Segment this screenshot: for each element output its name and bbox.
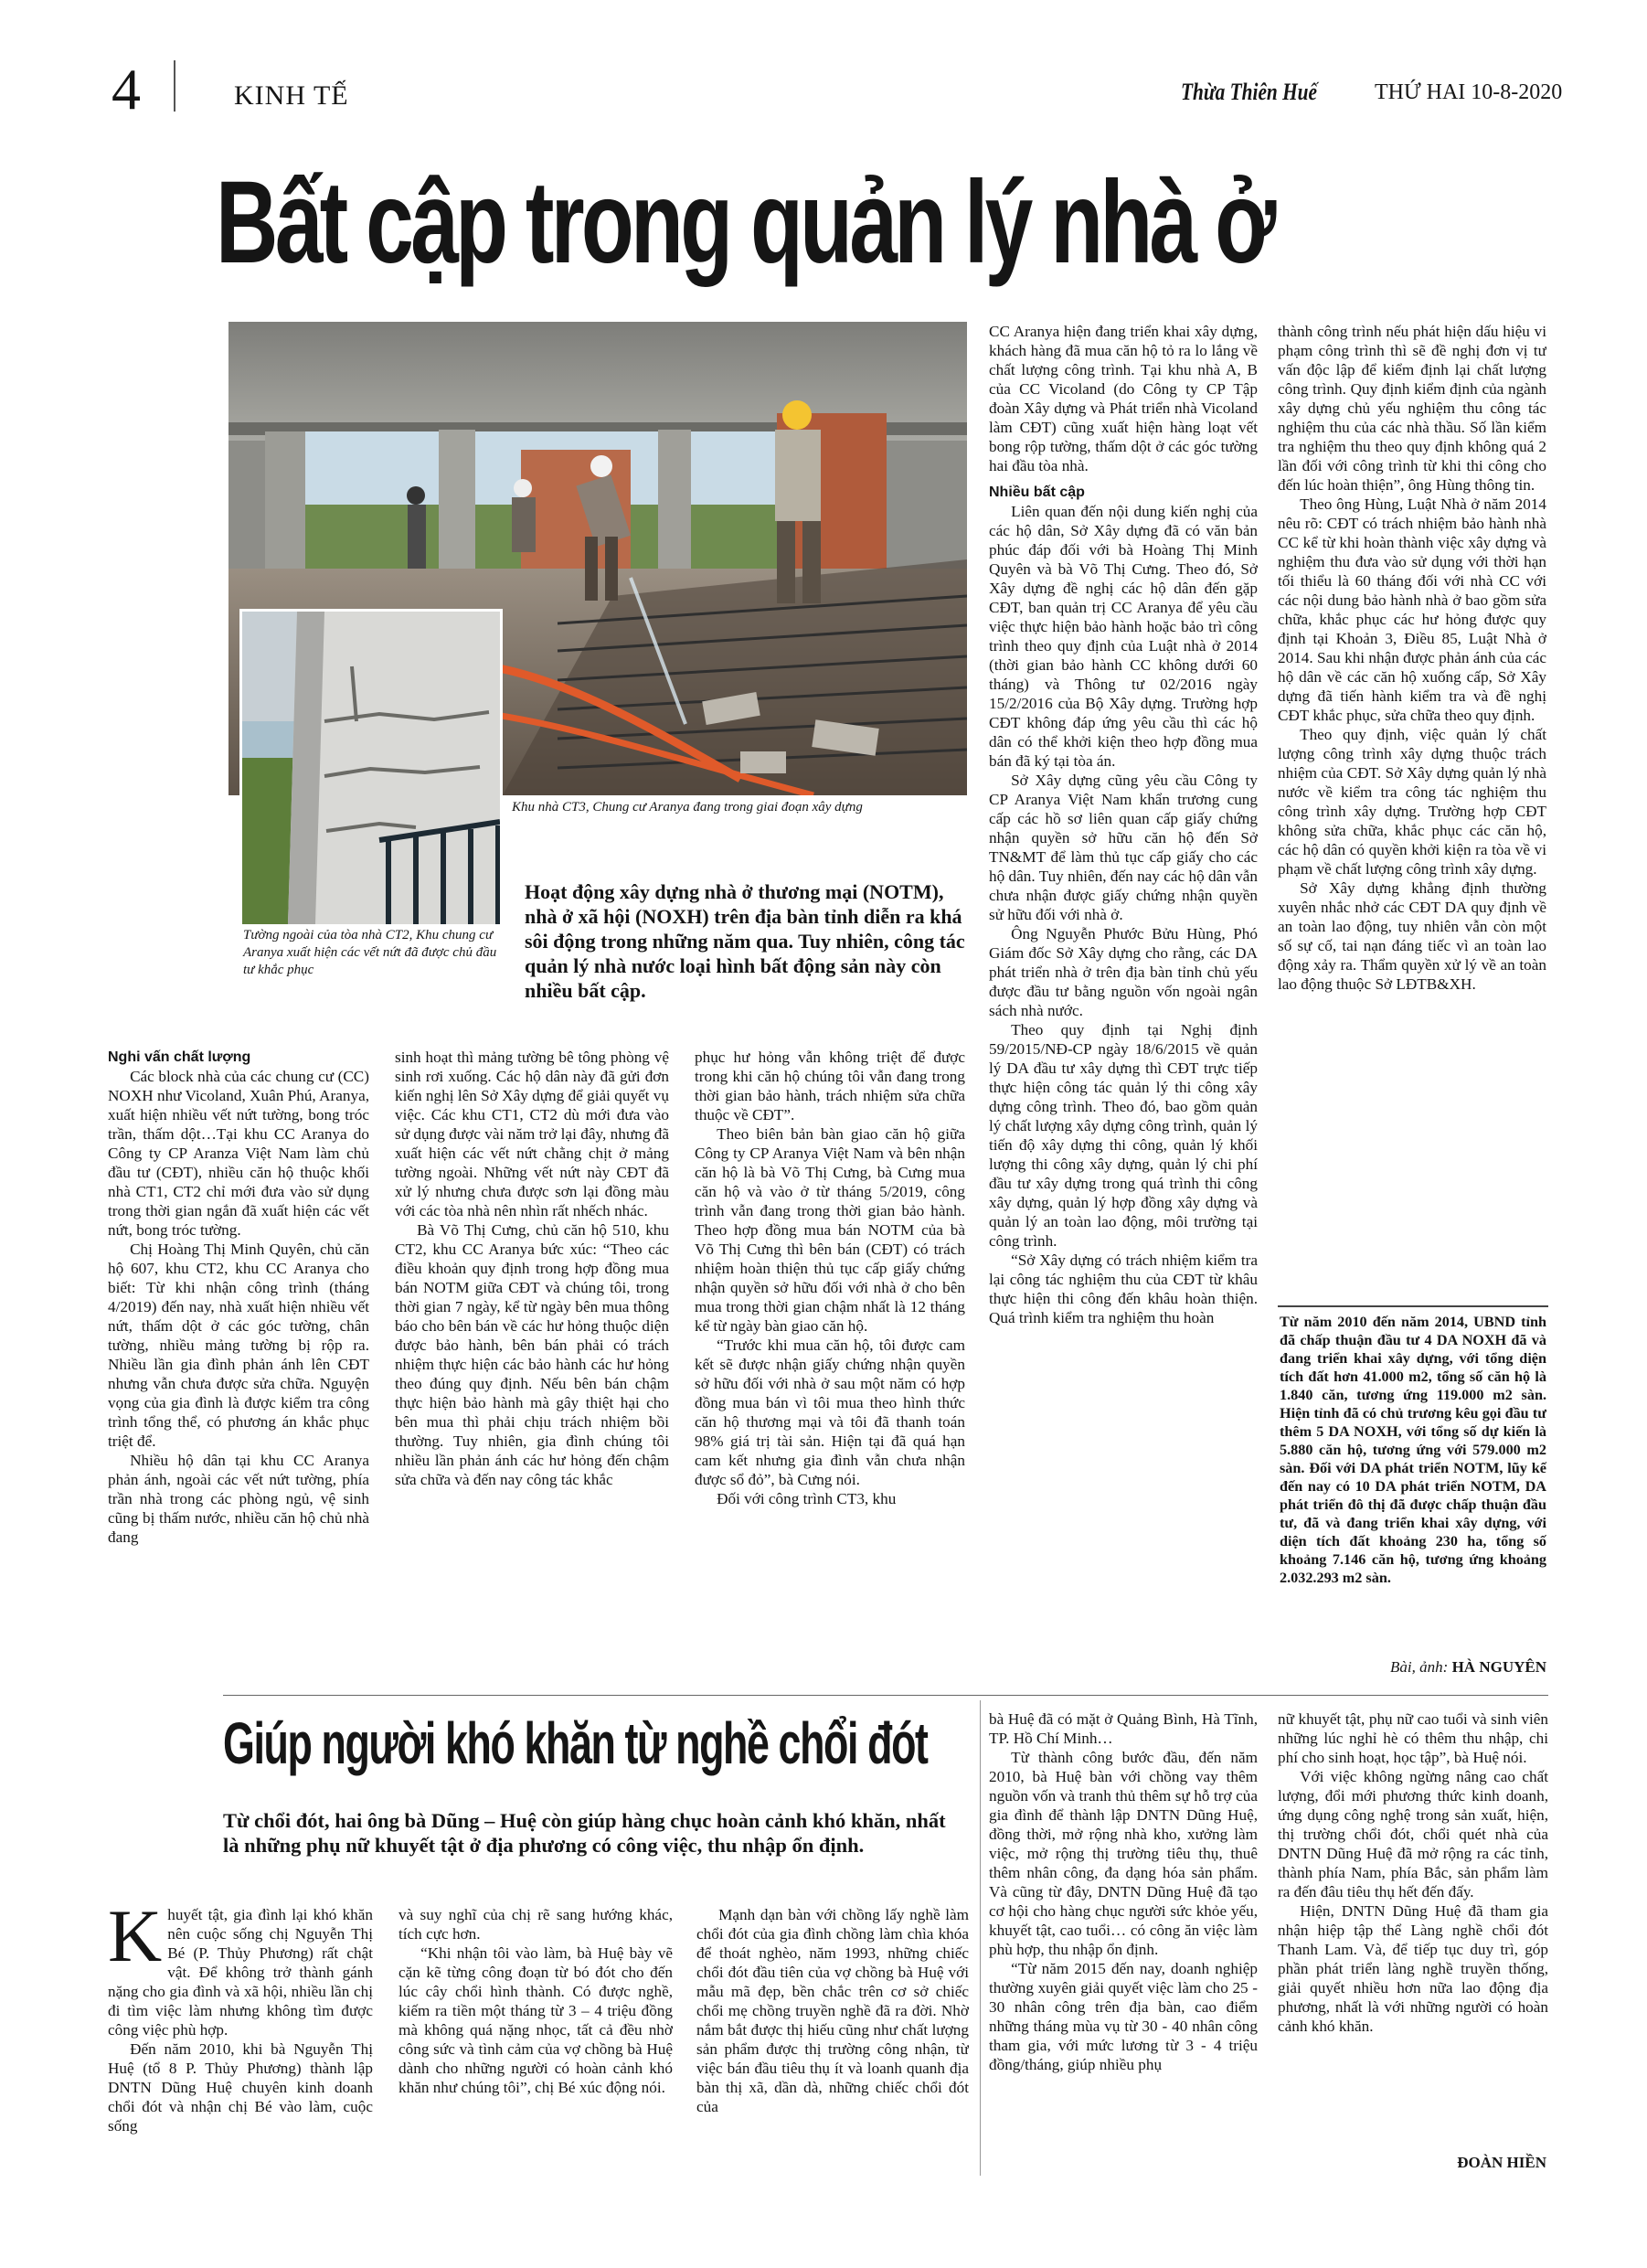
subhead-quality: Nghi vấn chất lượng <box>108 1049 251 1065</box>
section-name: KINH TẾ <box>234 80 349 111</box>
article2-column-4 <box>989 1709 1258 2179</box>
paragraph: Nhiều hộ dân tại khu CC Aranya phản ánh, ngoài các vết nứt tường, phía trần nhà trong các phòng ngủ, vệ sinh cũng bị thấm nước, nhiều căn hộ chủ nhà đang <box>108 1452 369 1546</box>
article2-column-3 <box>696 1905 969 2179</box>
paragraph: “Sở Xây dựng có trách nhiệm kiểm tra lại công tác nghiệm thu của CĐT từ khâu thực hiện thi công đến khâu hoàn thiện. Quá trình kiểm tra nghiệm thu hoàn <box>989 1251 1258 1326</box>
cracked-wall-illustration <box>242 612 500 924</box>
paragraph: “Từ năm 2015 đến nay, doanh nghiệp thường xuyên giải quyết việc làm cho 25 - 30 nhân công trên địa bàn, cao điểm những tháng mùa vụ từ 30 - 40 nhân công tham gia, với mức lương từ 3 - 4 triệu đồng/tháng, giúp nhiều phụ <box>989 1960 1258 2073</box>
paragraph: Bà Võ Thị Cưng, chủ căn hộ 510, khu CT2, khu CC Aranya bức xúc: “Theo các điều khoản quy định trong hợp đồng mua bán NOTM giữa CĐT và chúng tôi, trong thời gian 7 ngày, kể từ ngày bên mua thông báo cho bên bán về các hư hỏng thuộc diện được bảo hành, bên bán phải có trách nhiệm thực hiện các bảo hành các hư hỏng theo đúng quy định. Nếu bên bán chậm thực hiện bảo hành mà gây thiệt hại cho bên mua thì phải chịu trách nhiệm bồi thường. Tuy nhiên, gia đình chúng tôi nhiều lần phản ánh các hư hỏng đến chậm sửa chữa và đến nay công tác khắc <box>395 1221 669 1488</box>
article1-column-5 <box>1278 322 1546 1300</box>
page-number: 4 <box>112 57 141 122</box>
paragraph: Với việc không ngừng nâng cao chất lượng, đổi mới phương thức kinh doanh, ứng dụng công nghệ trong sản xuất, hiện, thị trường chổi đót, chổi quét nhà của DNTN Dũng Huệ đã mở rộng ra các tỉnh, thành phía Nam, phía Bắc, sản phẩm làm ra đến đâu tiêu thụ hết đến đấy. <box>1278 1768 1548 1901</box>
article2-byline: ĐOÀN HIỀN <box>1457 2154 1546 2171</box>
paragraph: Chị Hoàng Thị Minh Quyên, chủ căn hộ 607, khu CT2, khu CC Aranya cho biết: Từ khi nhận công trình (tháng 4/2019) đến nay, nhà xuất hiện nhiều vết nứt, thấm dột ở các góc tường, chân tường, nhiều mảng tường bị rộp ra. Nhiều lần gia đình phản ánh lên CĐT nhưng vẫn chưa được sửa chữa. Nguyện vọng của gia đình là được kiểm tra công trình tổng thể, có phương án khắc phục triệt để. <box>108 1240 369 1450</box>
article2-sapo: Từ chổi đót, hai ông bà Dũng – Huệ còn giúp hàng chục hoàn cảnh khó khăn, nhất là những phụ nữ khuyết tật ở địa phương có công việc, thu nhập ổn định. <box>223 1809 946 1857</box>
article1-sapo: Hoạt động xây dựng nhà ở thương mại (NOTM), nhà ở xã hội (NOXH) trên địa bàn tỉnh diễn ra khá sôi động trong những năm qua. Tuy nhiên, công tác quản lý nhà nước loại hình bất động sản này còn nhiều bất cập. <box>525 880 965 1002</box>
paragraph: Từ thành công bước đầu, đến năm 2010, bà Huệ bàn với chồng vay thêm nguồn vốn và tranh thủ thêm sự hỗ trợ của gia đình để thành lập DNTN Dũng Huệ, đồng thời, mở rộng nhà kho, xưởng làm việc, mở rộng thị trường tiêu thụ, thuê thêm nhân công, đa dạng hóa sản phẩm. Và cũng từ đây, DNTN Dũng Huệ đã tạo cơ hội cho hàng chục người sức khỏe yếu, khuyết tật, cao tuổi… có công ăn việc làm phù hợp, thu nhập ổn định. <box>989 1749 1258 1958</box>
paragraph: CC Aranya hiện đang triển khai xây dựng, khách hàng đã mua căn hộ tỏ ra lo lắng về chất lượng công trình. Tại khu nhà A, B của CC Vicoland (do Công ty CP Tập đoàn Xây dựng và Phát triển nhà Vicoland làm CĐT) cũng xuất hiện hàng loạt vết bong rộp tường, thấm dột ở các góc tường hai đầu tòa nhà. <box>989 323 1258 474</box>
newspaper-name: Thừa Thiên Huế <box>1181 79 1318 105</box>
header-divider <box>174 60 175 112</box>
dropcap-letter: K <box>108 1905 163 1977</box>
paragraph: Theo ông Hùng, Luật Nhà ở năm 2014 nêu rõ: CĐT có trách nhiệm bảo hành nhà CC kể từ khi hoàn thành việc xây dựng và nghiệm thu đưa vào sử dụng với thời hạn tối thiểu là 60 tháng đối với nhà CC với các nội dung bảo hành nhà ở bao gồm sửa chữa, khắc phục các hư hỏng được quy định tại Khoản 3, Điều 85, Luật Nhà ở 2014. Sau khi nhận được phản ánh của các hộ dân về các căn hộ xuống cấp, Sở Xây dựng đã tiến hành kiểm tra và đề nghị CĐT khắc phục, sửa chữa theo quy định. <box>1278 495 1546 724</box>
article-divider <box>223 1695 1548 1696</box>
article1-column-3 <box>695 1048 965 1688</box>
article1-column-4 <box>989 322 1258 1688</box>
statistics-box: Từ năm 2010 đến năm 2014, UBND tỉnh đã chấp thuận đầu tư 4 DA NOXH đã và đang triển khai xây dựng, với tổng diện tích đất hơn 41.000 m2, tổng số căn hộ là 1.840 căn, tương ứng 119.000 m2 sàn. Hiện tỉnh đã có chủ trương kêu gọi đầu tư thêm 5 DA NOXH, với tổng số dự kiến là 5.880 căn hộ, tương ứng với 579.000 m2 sàn. Đối với DA phát triển NOTM, lũy kế đến nay có 10 DA phát triển NOTM, DA phát triển đô thị đã được chấp thuận đầu tư, đã và đang triển khai xây dựng, với diện tích đất khoảng 230 ha, tổng số khoảng 7.146 căn hộ, tương ứng khoảng 2.032.293 m2 sàn. <box>1280 1314 1546 1586</box>
paragraph: Sở Xây dựng cũng yêu cầu Công ty CP Aranya Việt Nam khẩn trương cung cấp các hồ sơ liên quan cấp giấy chứng nhận quyền sở hữu căn hộ đến Sở TN&MT để làm thủ tục cấp giấy cho các hộ dân. Tuy nhiên, đến nay các hộ dân vẫn chưa nhận được giấy chứng nhận quyền sử hữu đối với nhà ở. <box>989 772 1258 923</box>
paragraph: “Trước khi mua căn hộ, tôi được cam kết sẽ được nhận giấy chứng nhận quyền sở hữu đối với nhà ở sau một năm có hợp đồng mua bán vì tôi mua theo hình thức căn hộ thương mại và tôi đã thanh toán 98% giá trị tài sản. Hiện tại đã quá hạn cam kết nhưng gia đình vẫn chưa nhận được sổ đỏ”, bà Cưng nói. <box>695 1336 965 1488</box>
main-photo-caption: Khu nhà CT3, Chung cư Aranya đang trong giai đoạn xây dựng <box>512 800 863 815</box>
paragraph: thành công trình nếu phát hiện dấu hiệu vi phạm công trình thì sẽ đề nghị đơn vị tư vấn độc lập để kiểm định lại chất lượng công trình. Quy định kiểm định của ngành xây dựng chủ yếu nghiệm thu công tác nghiệm thu của các nhà thầu. Số lần kiểm tra nghiệm thu theo quy định không quá 2 lần đối với công trình từ khi thi công cho đến lúc hoàn thiện”, ông Hùng thông tin. <box>1278 323 1546 494</box>
inset-photo-caption: Tường ngoài của tòa nhà CT2, Khu chung cư Aranya xuất hiện các vết nứt đã được chủ đầu tư khắc phục <box>243 928 497 977</box>
paragraph: Đối với công trình CT3, khu <box>717 1490 897 1507</box>
paragraph: Sở Xây dựng khẳng định thường xuyên nhắc nhở các CĐT DA quy định về an toàn lao động, tuy nhiên vẫn còn một số sự cố, tai nạn đáng tiếc vì an toàn lao động xảy ra. Thẩm quyền xử lý về an toàn lao động thuộc Sở LĐTB&XH. <box>1278 879 1546 993</box>
subhead-shortcomings: Nhiều bất cập <box>989 484 1085 500</box>
box-rule <box>1278 1305 1548 1307</box>
paragraph: Theo quy định, việc quản lý chất lượng công trình xây dựng thuộc trách nhiệm của CĐT. Sở Xây dựng quản lý nhà nước về kiểm tra công tác nghiệm thu công trình xây dựng. Trường hợp CĐT không sửa chữa, khắc phục các căn hộ, các hộ dân có quyền khởi kiện ra tòa về vi phạm về chất lượng công trình xây dựng. <box>1278 726 1546 878</box>
article1-headline: Bất cập trong quản lý nhà ở <box>216 157 1273 288</box>
article1-byline <box>1278 1658 1546 1677</box>
article2-headline: Giúp người khó khăn từ nghề chổi đót <box>223 1710 928 1776</box>
article1-column-1 <box>108 1048 369 1688</box>
paragraph: Liên quan đến nội dung kiến nghị của các hộ dân, Sở Xây dựng đã có văn bản phúc đáp đối với bà Hoàng Thị Minh Quyên và bà Võ Thị Cưng. Theo đó, Sở Xây dựng đề nghị các hộ dân đến gặp CĐT, ban quản trị CC Aranya để yêu cầu việc thực hiện bảo hành hoặc bảo trì công trình theo quy định của Luật nhà ở 2014 (thời gian bảo hành CC không dưới 60 tháng) và Thông tư 02/2016 ngày 15/2/2016 của Bộ Xây dựng. Trường hợp CĐT không đáp ứng yêu cầu thì các hộ dân có thể khởi kiện theo hợp đồng mua bán đã ký tại tòa án. <box>989 503 1258 770</box>
column-divider <box>980 1700 981 2176</box>
paragraph: Đến năm 2010, khi bà Nguyễn Thị Huệ (tổ 8 P. Thủy Phương) thành lập DNTN Dũng Huệ chuyên kinh doanh chổi đót và nhận chị Bé vào làm, cuộc sống <box>108 2040 373 2135</box>
paragraph: bà Huệ đã có mặt ở Quảng Bình, Hà Tĩnh, TP. Hồ Chí Minh… <box>989 1710 1258 1747</box>
paragraph: Theo biên bản bàn giao căn hộ giữa Công ty CP Aranya Việt Nam và bên nhận căn hộ là bà Võ Thị Cưng, bà Cưng mua căn hộ và vào ở từ tháng 5/2019, công trình vẫn đang trong thời gian bảo hành. Theo hợp đồng mua bán NOTM của bà Võ Thị Cưng thì bên bán (CĐT) có trách nhiệm hoàn thiện thủ tục cấp giấy chứng nhận quyền sở hữu đối với nhà ở cho bên mua trong thời gian chậm nhất là 12 tháng kể từ ngày bàn giao căn hộ. <box>695 1125 965 1335</box>
paragraph <box>108 1905 373 2039</box>
paragraph: phục hư hỏng vẫn không triệt để được trong khi căn hộ chúng tôi vẫn đang trong thời gian bảo hành, trách nhiệm sửa chữa thuộc về CĐT”. <box>695 1049 965 1123</box>
paragraph: Ông Nguyễn Phước Bửu Hùng, Phó Giám đốc Sở Xây dựng cho rằng, các DA phát triển nhà ở trên địa bàn tỉnh chủ yếu được đầu tư bằng nguồn vốn ngoài ngân sách nhà nước. <box>989 925 1258 1019</box>
byline-prefix: Bài, ảnh: <box>1390 1658 1449 1676</box>
paragraph: và suy nghĩ của chị rẽ sang hướng khác, tích cực hơn. <box>398 1906 673 1943</box>
paragraph: sinh hoạt thì mảng tường bê tông phòng vệ sinh rơi xuống. Các hộ dân này đã gửi đơn kiến nghị lên Sở Xây dựng để giải quyết vụ việc. Các khu CT1, CT2 dù mới đưa vào sử dụng được vài năm trở lại đây, nhưng đã xuất hiện các vết nứt chằng chịt ở mảng tường ngoài. Những vết nứt này CĐT đã xử lý nhưng chưa được sơn lại đồng màu với các tòa nhà nên nhìn rất nhếch nhác. <box>395 1049 669 1219</box>
article1-column-2 <box>395 1048 669 1688</box>
article2-column-5 <box>1278 1709 1548 2154</box>
paragraph: Mạnh dạn bàn với chồng lấy nghề làm chổi đót của gia đình chồng làm chìa khóa để thoát nghèo, năm 1993, những chiếc chổi đót đầu tiên của vợ chồng bà Huệ với mẫu mã đẹp, bền chắc trên cơ sở chiếc chổi mẹ chồng truyền nghề đã ra đời. Nhờ nắm bắt được thị hiếu cũng như chất lượng sản phẩm được thị trường công nhận, từ việc bán đầu tiêu thụ ít và loanh quanh địa bàn thị xã, dần dà, những chiếc chổi đót của <box>696 1906 969 2115</box>
paragraph: nữ khuyết tật, phụ nữ cao tuổi và sinh viên những lúc nghỉ hè có thêm thu nhập, chi phí cho sinh hoạt, học tập”, bà Huệ nói. <box>1278 1710 1548 1766</box>
paragraph: “Khi nhận tôi vào làm, bà Huệ bày vẽ cặn kẽ từng công đoạn từ bó đót cho đến lúc cây chổi hình thành. Có được nghề, kiếm ra tiền một tháng từ 3 – 4 triệu đồng mà không quá nặng nhọc, tất cả đều nhờ công sức và tình cảm của vợ chồng bà Huệ dành cho những người có hoàn cảnh khó khăn như chúng tôi”, chị Bé xúc động nói. <box>398 1944 673 2096</box>
wall-crack-photo <box>239 609 503 927</box>
article2-column-1 <box>108 1905 373 2179</box>
issue-date: THỨ HAI 10-8-2020 <box>1375 80 1563 104</box>
byline-author: HÀ NGUYÊN <box>1451 1658 1546 1676</box>
paragraph: Theo quy định tại Nghị định 59/2015/NĐ-CP ngày 18/6/2015 về quản lý DA đầu tư xây dựng thì CĐT trực tiếp thực hiện công tác quản lý thi công xây dựng công trình. Theo đó, bao gồm quản lý chất lượng xây dựng công trình, quản lý tiến độ xây dựng thi công, quản lý khối lượng thi công xây dựng, quản lý chi phí đầu tư xây dựng trong quá trình thi công xây dựng, quản lý hợp đồng xây dựng và quản lý an toàn lao động, môi trường tại công trình. <box>989 1021 1258 1250</box>
paragraph: Các block nhà của các chung cư (CC) NOXH như Vicoland, Xuân Phú, Aranya, xuất hiện nhiều vết nứt tường, bong tróc trần, thấm dột…Tại khu CC Aranya do Công ty CP Aranza Việt Nam làm chủ đầu tư (CĐT), nhiều căn hộ thuộc khối nhà CT1, CT2 chỉ mới đưa vào sử dụng trong thời gian ngắn đã xuất hiện các vết nứt, bong tróc tường. <box>108 1068 369 1239</box>
paragraph: Hiện, DNTN Dũng Huệ đã tham gia nhận hiệp tập thể Làng nghề chổi đót Thanh Lam. Và, để tiếp tục duy trì, góp phần phát triển làng nghề truyền thống, giải quyết nhiều hơn nữa lao động địa phương, nhất là với những người có hoàn cảnh khó khăn. <box>1278 1902 1548 2035</box>
paragraph-text: huyết tật, gia đình lại khó khăn nên cuộc sống chị Nguyễn Thị Bé (P. Thủy Phương) rất chật vật. Để không trở thành gánh nặng cho gia đình và xã hội, nhiều lần chị đi tìm việc làm nhưng không tìm được công việc phù hợp. <box>108 1906 373 2039</box>
article2-column-2 <box>398 1905 673 2179</box>
